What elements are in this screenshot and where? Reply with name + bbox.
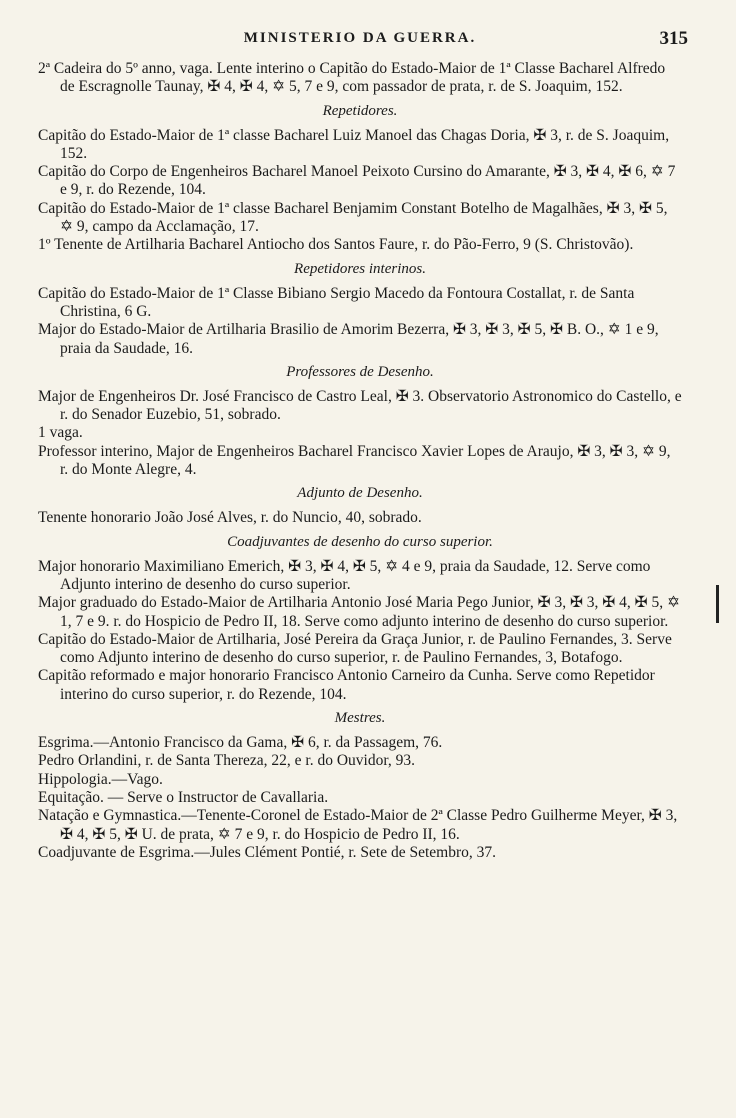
entry-adjunto: Tenente honorario João José Alves, r. do Nuncio, 40, sobrado. — [38, 509, 422, 527]
entry-mestre: Hippologia.—Vago. — [38, 770, 163, 788]
section-heading-mestres: Mestres. — [334, 710, 386, 727]
margin-ink-mark — [716, 585, 719, 623]
entry-repetidor-interino: Major do Estado-Maior de Artilharia Brasilio de Amorim Bezerra, ✠ 3, ✠ 3, ✠ 5, ✠ B. O., ✡ 1 e 9, praia da Saudade, 16. — [38, 321, 659, 357]
entry-cadeira: 2ª Cadeira do 5º anno, vaga. Lente interino o Capitão do Estado-Maior de 1ª Classe Bacharel Alfredo de Escragnolle Taunay, ✠ 4, ✠ 4, ✡ 5, 7 e 9, com passador de prata, r. de S. Joaquim, 152. — [38, 60, 666, 96]
entry-mestre: Pedro Orlandini, r. de Santa Thereza, 22, e r. do Ouvidor, 93. — [38, 752, 416, 770]
entry-repetidor: Capitão do Corpo de Engenheiros Bacharel Manoel Peixoto Cursino do Amarante, ✠ 3, ✠ 4, ✠ 6, ✡ 7 e 9, r. do Rezende, 104. — [38, 163, 676, 199]
section-heading-professores-desenho: Professores de Desenho. — [286, 363, 434, 380]
entry-coadjuvante: Major honorario Maximiliano Emerich, ✠ 3, ✠ 4, ✠ 5, ✡ 4 e 9, praia da Saudade, 12. Serve como Adjunto interino de desenho do curso superior. — [38, 557, 651, 593]
entry-repetidor: Capitão do Estado-Maior de 1ª classe Bacharel Benjamim Constant Botelho de Magalhães, ✠ 3, ✠ 5, ✡ 9, campo da Acclamação, 17. — [38, 199, 668, 236]
page-number: 315 — [659, 28, 688, 49]
section-heading-adjunto-desenho: Adjunto de Desenho. — [297, 485, 423, 502]
entry-repetidor: Capitão do Estado-Maior de 1ª classe Bacharel Luiz Manoel das Chagas Doria, ✠ 3, r. de S. Joaquim, 152. — [38, 126, 670, 162]
entry-coadjuvante: Major graduado do Estado-Maior de Artilharia Antonio José Maria Pego Junior, ✠ 3, ✠ 3, ✠ 4, ✠ 5, ✡ 1, 7 e 9. r. do Hospicio de Pedro II, 18. Serve como adjunto interino de desenho do curso superior. — [38, 594, 681, 630]
entry-mestre: Esgrima.—Antonio Francisco da Gama, ✠ 6, r. da Passagem, 76. — [38, 734, 443, 752]
entry-mestre: Natação e Gymnastica.—Tenente-Coronel de Estado-Maior de 2ª Classe Pedro Guilherme Meyer, ✠ 3, ✠ 4, ✠ 5, ✠ U. de prata, ✡ 7 e 9, r. do Hospicio de Pedro II, 16. — [38, 807, 678, 843]
running-header — [38, 28, 688, 60]
entry-professor: Major de Engenheiros Dr. José Francisco de Castro Leal, ✠ 3. Observatorio Astronomico do Castello, e r. do Senador Euzebio, 51, sobrado. — [38, 387, 682, 424]
entry-professor: Professor interino, Major de Engenheiros Bacharel Francisco Xavier Lopes de Araujo, ✠ 3, ✠ 3, ✡ 9, r. do Monte Alegre, 4. — [38, 442, 671, 479]
entry-coadjuvante: Capitão do Estado-Maior de Artilharia, José Pereira da Graça Junior, r. de Paulino Fernandes, 3. Serve como Adjunto interino de desenho do curso superior, r. de Paulino Fernandes, 3, Botafogo. — [38, 630, 672, 667]
section-heading-repetidores-interinos: Repetidores interinos. — [294, 260, 426, 277]
entry-repetidor-interino: Capitão do Estado-Maior de 1ª Classe Bibiano Sergio Macedo da Fontoura Costallat, r. de Santa Christina, 6 G. — [38, 284, 635, 320]
entry-repetidor: 1º Tenente de Artilharia Bacharel Antiocho dos Santos Faure, r. do Pão-Ferro, 9 (S. Christovão). — [38, 236, 634, 254]
entry-mestre: Coadjuvante de Esgrima.—Jules Clément Pontié, r. Sete de Setembro, 37. — [38, 843, 497, 861]
running-title: MINISTERIO DA GUERRA. — [243, 30, 477, 46]
section-heading-repetidores: Repetidores. — [322, 102, 398, 119]
entry-mestre: Equitação. — Serve o Instructor de Cavallaria. — [38, 788, 329, 806]
entry-professor: 1 vaga. — [38, 424, 83, 442]
entry-coadjuvante: Capitão reformado e major honorario Francisco Antonio Carneiro da Cunha. Serve como Repetidor interino do curso superior, r. do Rezende, 104. — [38, 667, 655, 703]
section-heading-coadjuvantes: Coadjuvantes de desenho do curso superior. — [227, 533, 493, 550]
